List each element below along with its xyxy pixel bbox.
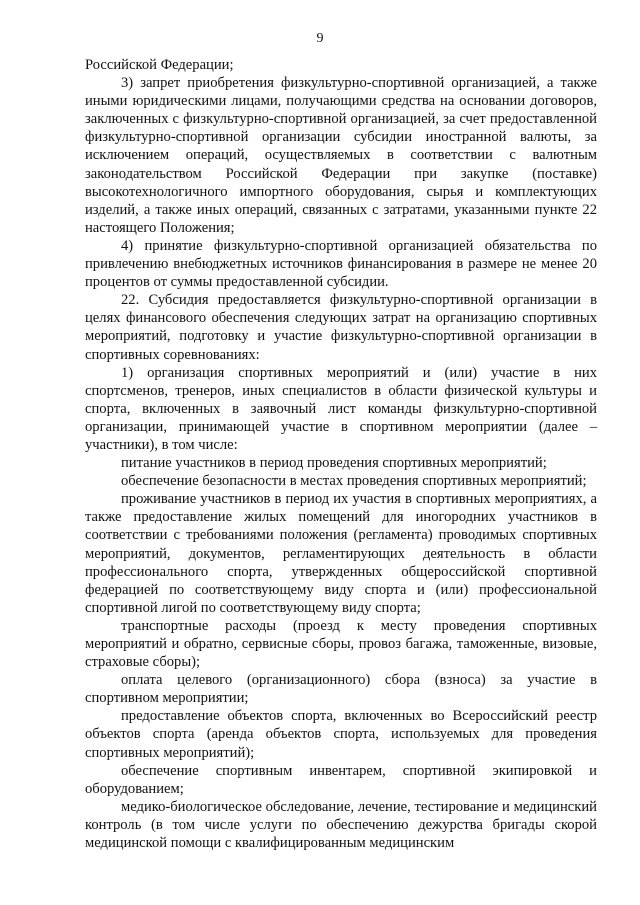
paragraph: обеспечение спортивным инвентарем, спортивной экипировкой и оборудованием; (85, 762, 597, 797)
paragraph: транспортные расходы (проезд к месту проведения спортивных мероприятий и обратно, сервисные сборы, провоз багажа, таможенные, визовые, страховые сборы); (85, 617, 597, 671)
paragraph: Российской Федерации; (85, 57, 234, 73)
paragraph: 22. Субсидия предоставляется физкультурно-спортивной организации в целях финансового обеспечения следующих затрат на организацию спортивных мероприятий, подготовку и участие физкультурно-спортивной организации в спортивных соревнованиях: (85, 292, 597, 363)
paragraph: 4) принятие физкультурно-спортивной организацией обязательства по привлечению внебюджетных источников финансирования в размере не менее 20 процентов от суммы предоставленной субсидии. (85, 237, 597, 291)
document-body (85, 56, 597, 852)
paragraph: предоставление объектов спорта, включенных во Всероссийский реестр объектов спорта (аренда объектов спорта, используемых для проведения спортивных мероприятий); (85, 708, 597, 761)
paragraph: оплата целевого (организационного) сбора (взноса) за участие в спортивном мероприятии; (85, 672, 597, 707)
paragraph: проживание участников в период их участия в спортивных мероприятиях, а также предоставление жилых помещений для иногородних участников в соответствии с требованиями положения (регламента) проводимых спортивных мероприятий, документов, регламентирующих деятельность в области профессионального спорта, утвержденных общероссийской спортивной федерацией по соответствующему виду спорта и (или) профессиональной спортивной лигой по соответствующему виду спорта; (85, 491, 597, 616)
paragraph: 3) запрет приобретения физкультурно-спортивной организацией, а также иными юридическими лицами, получающими средства на основании договоров, заключенных с физкультурно-спортивной организацией, за счет предоставленной физкультурно-спортивной организации субсидии иностранной валюты, за исключением операций, осуществляемых в соответствии с валютным законодательством Российской Федерации при закупке (поставке) высокотехнологичного импортного оборудования, сырья и комплектующих изделий, а также иных операций, связанных с затратами, указанными пункте 22 настоящего Положения; (85, 75, 597, 236)
paragraph: медико-биологическое обследование, лечение, тестирование и медицинский контроль (в том числе услуги по обеспечению дежурства бригады скорой медицинской помощи с квалифицированным медицинским (85, 798, 597, 852)
paragraph: обеспечение безопасности в местах проведения спортивных мероприятий; (121, 473, 587, 490)
paragraph: питание участников в период проведения спортивных мероприятий; (121, 455, 547, 472)
paragraph: 1) организация спортивных мероприятий и (или) участие в них спортсменов, тренеров, иных специалистов в области физической культуры и спорта, включенных в заявочный лист команды физкультурно-спортивной организации, принимающей участие в спортивном мероприятии (далее – участники), в том числе: (85, 364, 597, 453)
page-number: 9 (316, 31, 324, 46)
